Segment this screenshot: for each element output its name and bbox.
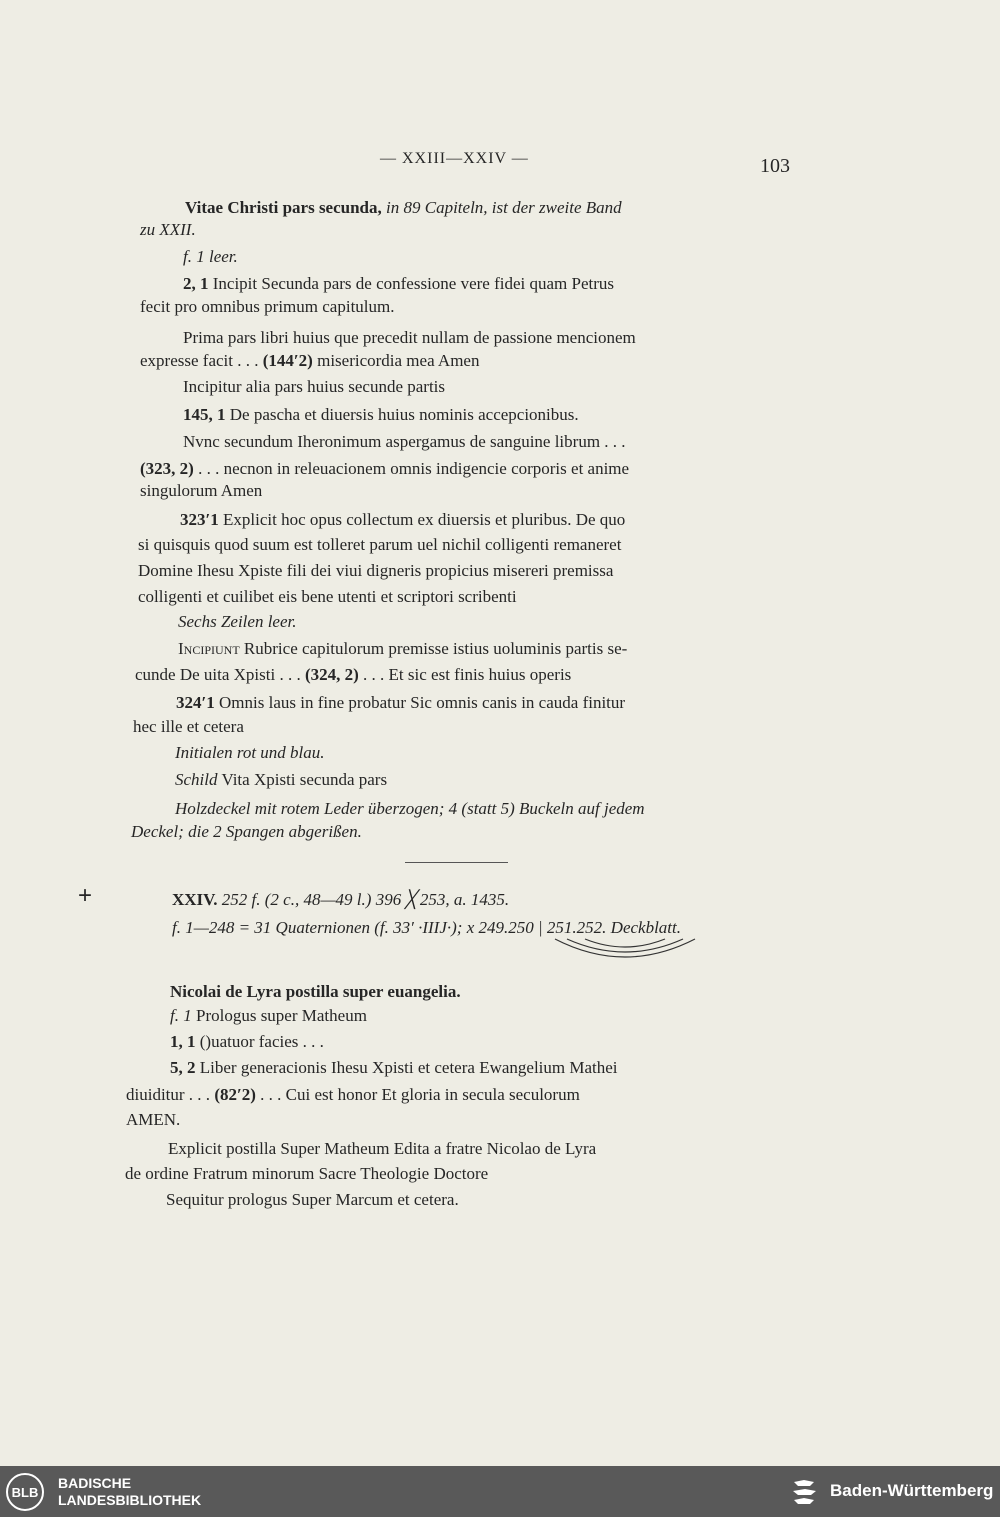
folio-ref: 1, 1 <box>170 1032 196 1051</box>
text-fragment: ()uatuor facies . . . <box>199 1032 324 1051</box>
text-fragment: misericordia mea Amen <box>317 351 480 370</box>
text-line: Domine Ihesu Xpiste fili dei viui digneris propicius misereri premissa <box>138 561 614 580</box>
text-line <box>170 1005 367 1027</box>
text-line: singulorum Amen <box>140 481 263 500</box>
text-line: fecit pro omnibus primum capitulum. <box>140 297 395 316</box>
manuscript-number: XXIV. <box>172 890 218 909</box>
xxiii-title-note-cont: zu XXII. <box>140 220 196 239</box>
text-line <box>183 273 614 295</box>
text-fragment: Omnis laus in fine probatur Sic omnis canis in cauda finitur <box>219 693 626 712</box>
xxiii-title-note: in 89 Capiteln, ist der zweite Band <box>386 198 622 217</box>
collation-line: f. 1—248 = 31 Quaternionen (f. 33′ ·IIIJ·); x 249.250 | 251.252. Deckblatt. <box>172 918 681 937</box>
library-name-line2: LANDESBIBLIOTHEK <box>58 1492 202 1508</box>
text-line <box>140 350 479 372</box>
lions-emblem-icon <box>790 1476 820 1508</box>
folio-ref: 324′1 <box>176 693 215 712</box>
folio-ref: 2, 1 <box>183 274 209 293</box>
footer-bar <box>0 1466 1000 1517</box>
text-line <box>176 692 625 714</box>
text-line <box>178 638 627 660</box>
text-line <box>183 404 579 426</box>
text-fragment: Prologus super Matheum <box>195 1006 367 1025</box>
text-line: Explicit postilla Super Matheum Edita a fratre Nicolao de Lyra <box>168 1139 597 1158</box>
text-line <box>170 1057 618 1079</box>
library-name-line1: BADISCHE <box>58 1475 132 1491</box>
folio-ref: f. 1 <box>170 1006 192 1025</box>
text-fragment: Rubrice capitulorum premisse istius uoluminis partis se- <box>243 639 628 658</box>
text-line <box>135 664 571 686</box>
text-line: Incipitur alia pars huius secunde partis <box>183 377 446 396</box>
text-fragment: De pascha et diuersis huius nominis accepcionibus. <box>229 405 579 424</box>
xxiii-title-line <box>185 197 622 219</box>
editorial-note: Deckel; die 2 Spangen abgerißen. <box>131 822 362 841</box>
page-number: 103 <box>760 155 790 177</box>
text-fragment: . . . Cui est honor Et gloria in secula seculorum <box>260 1085 580 1104</box>
manuscript-description: 252 f. (2 c., 48—49 l.) 396 ╳ 253, a. 1435. <box>221 890 510 909</box>
text-fragment: . . . necnon in releuacionem omnis indigencie corporis et anime <box>198 459 630 478</box>
text-fragment: diuiditur . . . <box>126 1085 211 1104</box>
folio-ref: (82′2) <box>214 1085 256 1104</box>
text-line <box>140 458 629 480</box>
text-fragment: Explicit hoc opus collectum ex diuersis et pluribus. De quo <box>223 510 626 529</box>
section-divider <box>405 862 508 863</box>
xxiii-title: Vitae Christi pars secunda, <box>185 198 382 217</box>
text-fragment: Liber generacionis Ihesu Xpisti et cetera Ewangelium Mathei <box>199 1058 618 1077</box>
folio-ref: (324, 2) <box>304 665 359 684</box>
text-line <box>175 769 387 791</box>
text-line: Nvnc secundum Iheronimum aspergamus de sanguine librum . . . <box>183 432 626 451</box>
editorial-label: Schild <box>175 770 218 789</box>
text-fragment: . . . Et sic est finis huius operis <box>363 665 572 684</box>
text-line: Sequitur prologus Super Marcum et cetera. <box>166 1190 459 1209</box>
text-fragment: Vita Xpisti secunda pars <box>221 770 388 789</box>
text-line: hec ille et cetera <box>133 717 244 736</box>
blb-logo[interactable]: BLB <box>6 1473 44 1511</box>
folio-ref: (144′2) <box>262 351 313 370</box>
folio-ref: (323, 2) <box>140 459 194 478</box>
folio-ref: 5, 2 <box>170 1058 196 1077</box>
folio-ref: 145, 1 <box>183 405 226 424</box>
editorial-note: Initialen rot und blau. <box>175 743 325 762</box>
xxiii-f1-line <box>183 246 238 268</box>
binding-arcs <box>545 935 705 971</box>
text-fragment: expresse facit . . . <box>140 351 259 370</box>
text-fragment: Incipiunt <box>178 639 240 658</box>
running-head: — XXIII—XXIV — <box>380 150 529 167</box>
text-line: colligenti et cuilibet eis bene utenti et scriptori scribenti <box>138 587 517 606</box>
xxiv-title: Nicolai de Lyra postilla super euangelia. <box>170 982 461 1001</box>
state-name[interactable]: Baden-Württemberg <box>830 1481 994 1500</box>
text-line <box>126 1084 580 1106</box>
xxiv-heading-line <box>172 889 509 911</box>
folio-ref: f. 1 <box>183 247 205 266</box>
margin-mark: + <box>78 882 93 909</box>
text-fragment: Incipit Secunda pars de confessione vere fidei quam Petrus <box>212 274 615 293</box>
folio-ref: 323′1 <box>180 510 219 529</box>
folio-note: leer. <box>208 247 238 266</box>
text-line: de ordine Fratrum minorum Sacre Theologie Doctore <box>125 1164 489 1183</box>
editorial-note: Holzdeckel mit rotem Leder überzogen; 4 (statt 5) Buckeln auf jedem <box>175 799 645 818</box>
library-name[interactable] <box>58 1475 201 1509</box>
text-line <box>180 509 625 531</box>
text-line: Prima pars libri huius que precedit nullam de passione mencionem <box>183 328 636 347</box>
editorial-note: Sechs Zeilen leer. <box>178 612 297 631</box>
text-fragment: cunde De uita Xpisti . . . <box>135 665 301 684</box>
text-line: si quisquis quod suum est tolleret parum uel nichil colligenti remaneret <box>138 535 622 554</box>
text-line: AMEN. <box>126 1110 181 1129</box>
text-line <box>170 1031 324 1053</box>
